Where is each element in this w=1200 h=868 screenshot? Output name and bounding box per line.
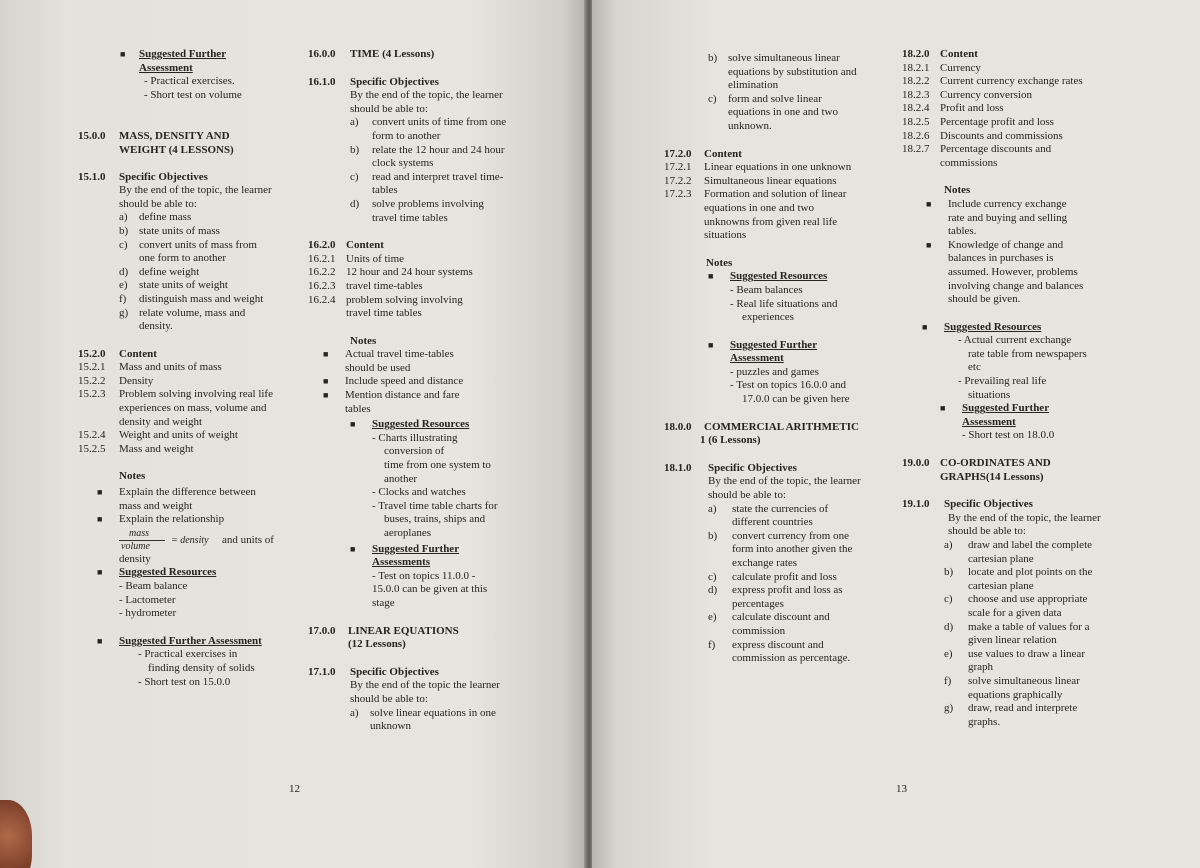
section-17-1-heading: 17.1.0 Specific Objectives [308,665,439,678]
note-item-cont: mass and weight [119,499,193,512]
page-number-left: 12 [289,783,300,795]
list-item: - Charts illustrating [372,431,458,444]
objective-item: b) convert currency from one [708,529,849,542]
right-page [592,0,1200,868]
notes-18-heading: Notes [944,184,971,197]
section-19-heading-2: GRAPHS(14 Lessons) [940,470,1044,483]
objective-item: b) solve simultaneous linear [708,52,840,64]
objective-item: c) read and interpret travel time- [350,170,504,183]
content-item: 16.2.3 travel time-tables [308,279,423,292]
objectives-intro-2: should be able to: [708,489,786,502]
objective-item-cont: graphs. [968,715,1001,728]
objective-item: d) make a table of values for a [944,620,1090,633]
section-16-1-heading: 16.1.0 Specific Objectives [308,75,439,88]
note-item: ■ Mention distance and fare [323,389,460,402]
content-item: 17.2.1 Linear equations in one unknown [664,161,852,174]
content-item: 17.2.2 Simultaneous linear equations [664,174,837,187]
section-18-heading-2: 1 (6 Lessons) [700,434,761,447]
list-item: - Short test on 15.0.0 [138,675,231,688]
content-15-heading: 15.2.0 Content [78,347,157,360]
note-item: ■ Explain the difference between [97,486,256,499]
objective-item: d) express profit and loss as [708,584,843,597]
list-item: experiences [742,311,794,324]
objective-item: a) define mass [119,211,192,224]
note-item-cont: involving change and balances [948,279,1084,292]
objective-item-cont: exchange rates [732,557,798,569]
resources-16-heading: ■ Suggested Resources [350,418,470,431]
objective-item-cont: travel time tables [372,211,448,224]
list-item: - puzzles and games [730,365,819,378]
section-17-heading-2: (12 Lessons) [348,638,406,651]
objective-item: d) solve problems involving [350,197,484,210]
further-assessment-heading: Suggested Further [139,48,227,60]
notes-list-18 [902,198,1102,307]
note-item-cont: rate and buying and selling [948,211,1068,224]
bullet-icon: ■ [926,239,932,250]
note-item: ■ Include speed and distance [323,375,464,388]
objective-item: a) state the currencies of [708,502,829,515]
density-formula: mass volume = density and units of [121,527,274,552]
objective-item-cont: equations in one and two [728,106,838,119]
content-item-cont: density and weight [119,415,203,428]
content-item: 18.2.6 Discounts and commissions [902,129,1063,142]
list-item: conversion of [384,445,445,458]
objective-item: f) express discount and [708,638,824,651]
content-item: 15.2.1 Mass and units of mass [78,361,222,374]
objective-item-cont: equations by substitution and [728,65,857,78]
content-item: 15.2.3 Problem solving involving real life [78,388,273,401]
objective-item: b) relate the 12 hour and 24 hour [350,143,505,156]
bullet-icon: ■ [323,390,329,401]
content-item-cont: unknowns from given real life [704,215,838,228]
note-item-cont: tables [345,402,371,415]
list-item: - Clocks and watches [372,486,466,499]
list-item: - hydrometer [119,607,177,620]
list-item: - Beam balances [730,283,803,296]
objectives-intro: By the end of the topic, the learner [350,89,503,102]
left-page [0,0,586,868]
content-item: 15.2.4 Weight and units of weight [78,429,238,442]
objective-item: e) state units of weight [119,279,228,292]
note-item-cont: balances in purchases is [948,252,1054,265]
list-item: time from one system to [384,459,491,472]
content-17-heading: 17.2.0 Content [664,147,742,160]
content-item: 18.2.7 Percentage discounts and [902,143,1052,156]
objective-item: f) solve simultaneous linear [944,674,1080,687]
objectives-intro-2: should be able to: [350,692,428,705]
objective-item-cont: cartesian plane [968,579,1034,592]
content-item: 18.2.1 Currency [902,61,981,74]
content-item: 18.2.4 Profit and loss [902,102,1004,115]
bullet-icon: ■ [926,198,932,209]
further-assessment-18-heading-2: Assessment [962,415,1016,428]
content-item: 15.2.5 Mass and weight [78,442,194,455]
objectives-list-19 [902,539,1102,729]
list-item: - Travel time table charts for [372,499,498,512]
further-assessments-16-heading-2: Assessments [372,556,431,569]
content-18-heading: 18.2.0 Content [902,48,978,60]
objective-item-cont: graph [968,661,994,674]
objective-item-cont: given linear relation [968,634,1057,647]
list-item: aeroplanes [384,527,432,539]
content-item-cont: equations in one and two [704,201,814,214]
resources-list-15 [78,580,293,621]
objectives-intro: By the end of the topic, the learner [119,184,272,197]
note-item-cont: tables. [948,225,977,238]
section-19-heading: 19.0.0 CO-ORDINATES AND [902,457,1051,470]
list-item: - Beam balance [119,580,188,592]
section-19-1-heading: 19.1.0 Specific Objectives [902,498,1033,511]
list-item: rate table from newspapers [968,347,1087,360]
content-item: 16.2.4 problem solving involving [308,293,463,306]
content-16-heading: 16.2.0 Content [308,239,384,252]
objectives-intro: By the end of the topic, the learner [948,511,1101,524]
further-assessment-heading-2: Assessment [139,61,193,74]
section-17-heading: 17.0.0 LINEAR EQUATIONS [308,624,459,637]
list-item: - Practical exercises in [138,648,238,661]
objective-item: f) distinguish mass and weight [119,292,264,305]
objective-item-cont: different countries [732,516,813,529]
further-assessment-18-heading: ■ Suggested Further [940,402,1050,415]
objective-item: e) use values to draw a linear [944,647,1085,660]
density-word: density [119,552,151,565]
objective-item-cont: one form to another [139,252,227,265]
notes-17-heading: Notes [706,256,733,269]
section-18-heading: 18.0.0 COMMERCIAL ARITHMETIC [664,420,859,433]
formula-numerator: mass [129,527,150,539]
resources-list-16 [308,432,538,541]
formula-denominator: volume [121,540,150,552]
objective-item: g) draw, read and interprete [944,702,1078,715]
objective-item-cont: clock systems [372,157,434,170]
formula-rhs: = density [171,534,209,546]
objectives-list-18 [664,503,889,666]
list-item: stage [372,596,395,609]
left-column-1: ■ Suggested Further Assessment - Practical exercises. - Short test on volume 15.0.0 MASS, DENSITY AND WEIGHT (4 LESSONS) 15.1.0 Specific Objectives By the end of the topic, the learner should be able to: a) define mass b) state units of mass c) convert units of mass from one form to another d) define weight e) state units of weight f) distinguish mass and weight g) relate volume, mass and density. 15.2.0 Content 15.2.1 Mass and units of mass 15.2.2 Density 15.2.3 Problem solving involving real life experiences on mass, volume and density and weight 15.2.4 Weight and units of weight 15.2.5 Mass and weight Notes ■ Explain the difference between mass and weight ■ Explain the relationship mass volume = density and units of density ■ Suggested Resources - Beam balance - Lactometer - hydrometer ■ Suggested Further Assessment - Practical exercises in finding density of solids - Short test on 15.0.0 [78,48,293,689]
objective-item-cont: unknown. [728,119,772,132]
objective-item-cont: percentages [732,597,784,610]
content-item-cont: situations [704,229,747,242]
list-item: - Lactometer [119,593,176,606]
list-item: 17.0.0 can be given here [742,393,850,406]
list-item: etc [968,361,981,374]
content-list-16 [308,253,538,321]
list-item: 15.0.0 can be given at this [372,583,488,596]
thumb [0,800,32,868]
objective-item-cont: elimination [728,79,779,92]
list-item: - Actual current exchange [958,334,1072,347]
list-item: another [384,472,417,485]
objective-item: a) convert units of time from one [350,116,507,129]
note-item: ■ Actual travel time-tables [323,348,454,361]
resources-15-heading: ■ Suggested Resources [97,566,217,579]
objectives-list-15 [78,211,293,333]
objective-item: c) calculate profit and loss [708,570,837,583]
resources-list-17 [664,284,889,325]
objective-item: c) convert units of mass from [119,238,257,251]
note-item-cont: should be used [345,361,411,374]
objectives-intro: By the end of the topic the learner [350,679,500,692]
content-item: 15.2.2 Density [78,374,154,387]
list-item: - Short test on volume [144,88,242,101]
bullet-icon: ■ [323,376,329,387]
content-list-18 [902,62,1102,171]
objective-item: c) choose and use appropriate [944,593,1088,606]
list-item: situations [968,388,1011,401]
note-item: ■ Knowledge of change and [926,238,1064,251]
objective-item-cont: form into another given the [732,543,853,556]
content-item: 18.2.2 Current currency exchange rates [902,75,1083,88]
further-assessment-17-heading-2: Assessment [730,352,784,365]
bullet-icon: ■ [323,349,329,360]
section-15-1-heading: 15.1.0 Specific Objectives [78,170,208,183]
content-item-cont: travel time tables [346,307,422,320]
objective-item: a) draw and label the complete [944,539,1093,551]
objective-item: e) calculate discount and [708,611,830,624]
objective-item-cont: commission [732,624,786,637]
further-assessment-15-heading: ■ Suggested Further Assessment [97,634,262,647]
further-assessments-16-heading: ■ Suggested Further [350,542,460,555]
note-item-cont: assumed. However, problems [948,265,1078,278]
right-column-2 [902,48,1102,729]
left-column-2 [308,48,538,734]
resources-17-heading: ■ Suggested Resources [708,270,828,283]
objectives-list-17-continued [664,52,889,134]
resources-list-18 [902,334,1102,402]
notes-15-heading: Notes [119,470,146,483]
list-item: - Prevailing real life [958,375,1047,388]
content-item-cont: commissions [940,156,998,169]
objectives-intro-2: should be able to: [948,525,1026,538]
objective-item: c) form and solve linear [708,92,822,105]
content-item: 16.2.1 Units of time [308,252,405,265]
list-item: - Test on topics 16.0.0 and [730,379,847,392]
objective-item-cont: unknown [370,720,411,733]
content-item: 16.2.2 12 hour and 24 hour systems [308,266,473,279]
notes-list-16 [308,348,538,416]
objectives-intro-2: should be able to: [119,197,197,210]
content-list-15 [78,361,293,456]
section-15-heading-2: WEIGHT (4 LESSONS) [119,143,234,156]
note-item: ■ Include currency exchange [926,197,1067,210]
note-item: ■ Explain the relationship [97,513,225,526]
objective-item: d) define weight [119,265,200,278]
objective-item-cont: form to another [372,129,441,142]
content-item: 17.2.3 Formation and solution of linear [664,188,847,201]
objective-item-cont: cartesian plane [968,552,1034,565]
objective-item-cont: equations graphically [968,688,1063,701]
content-item: 18.2.3 Currency conversion [902,88,1032,101]
notes-16-heading: Notes [350,334,377,347]
list-item: - Short test on 18.0.0 [962,429,1055,442]
section-15-heading: 15.0.0 MASS, DENSITY AND [78,130,230,143]
page-number-right: 13 [896,783,907,795]
list-item: - Practical exercises. [144,75,235,88]
objective-item: g) relate volume, mass and [119,306,246,319]
objectives-intro: By the end of the topic, the learner [708,475,861,488]
content-list-17 [664,161,889,243]
objective-item: a) solve linear equations in one [350,706,496,719]
content-item: 18.2.5 Percentage profit and loss [902,115,1054,128]
section-16-heading: 16.0.0 TIME (4 Lessons) [308,48,435,60]
objectives-list-16 [308,116,538,225]
objective-item: b) state units of mass [119,224,220,237]
objective-item-cont: density. [139,320,173,333]
section-18-1-heading: 18.1.0 Specific Objectives [664,461,797,474]
further-assessment-17-heading: ■ Suggested Further [708,338,818,351]
list-item: buses, trains, ships and [384,513,486,526]
right-column-1 [664,52,889,666]
objectives-intro-2: should be able to: [350,102,428,115]
resources-18-heading: ■ Suggested Resources [922,320,1042,333]
list-item: finding density of solids [148,661,255,674]
note-item-cont: should be given. [948,293,1021,306]
objective-item-cont: commission as percentage. [732,652,851,665]
objective-item: b) locate and plot points on the [944,566,1093,579]
objective-item-cont: tables [372,184,398,197]
list-item: - Test on topics 11.0.0 - [372,569,476,582]
list-item: - Real life situations and [730,297,838,310]
objective-item-cont: scale for a given data [968,606,1062,619]
content-item-cont: experiences on mass, volume and [119,402,267,415]
